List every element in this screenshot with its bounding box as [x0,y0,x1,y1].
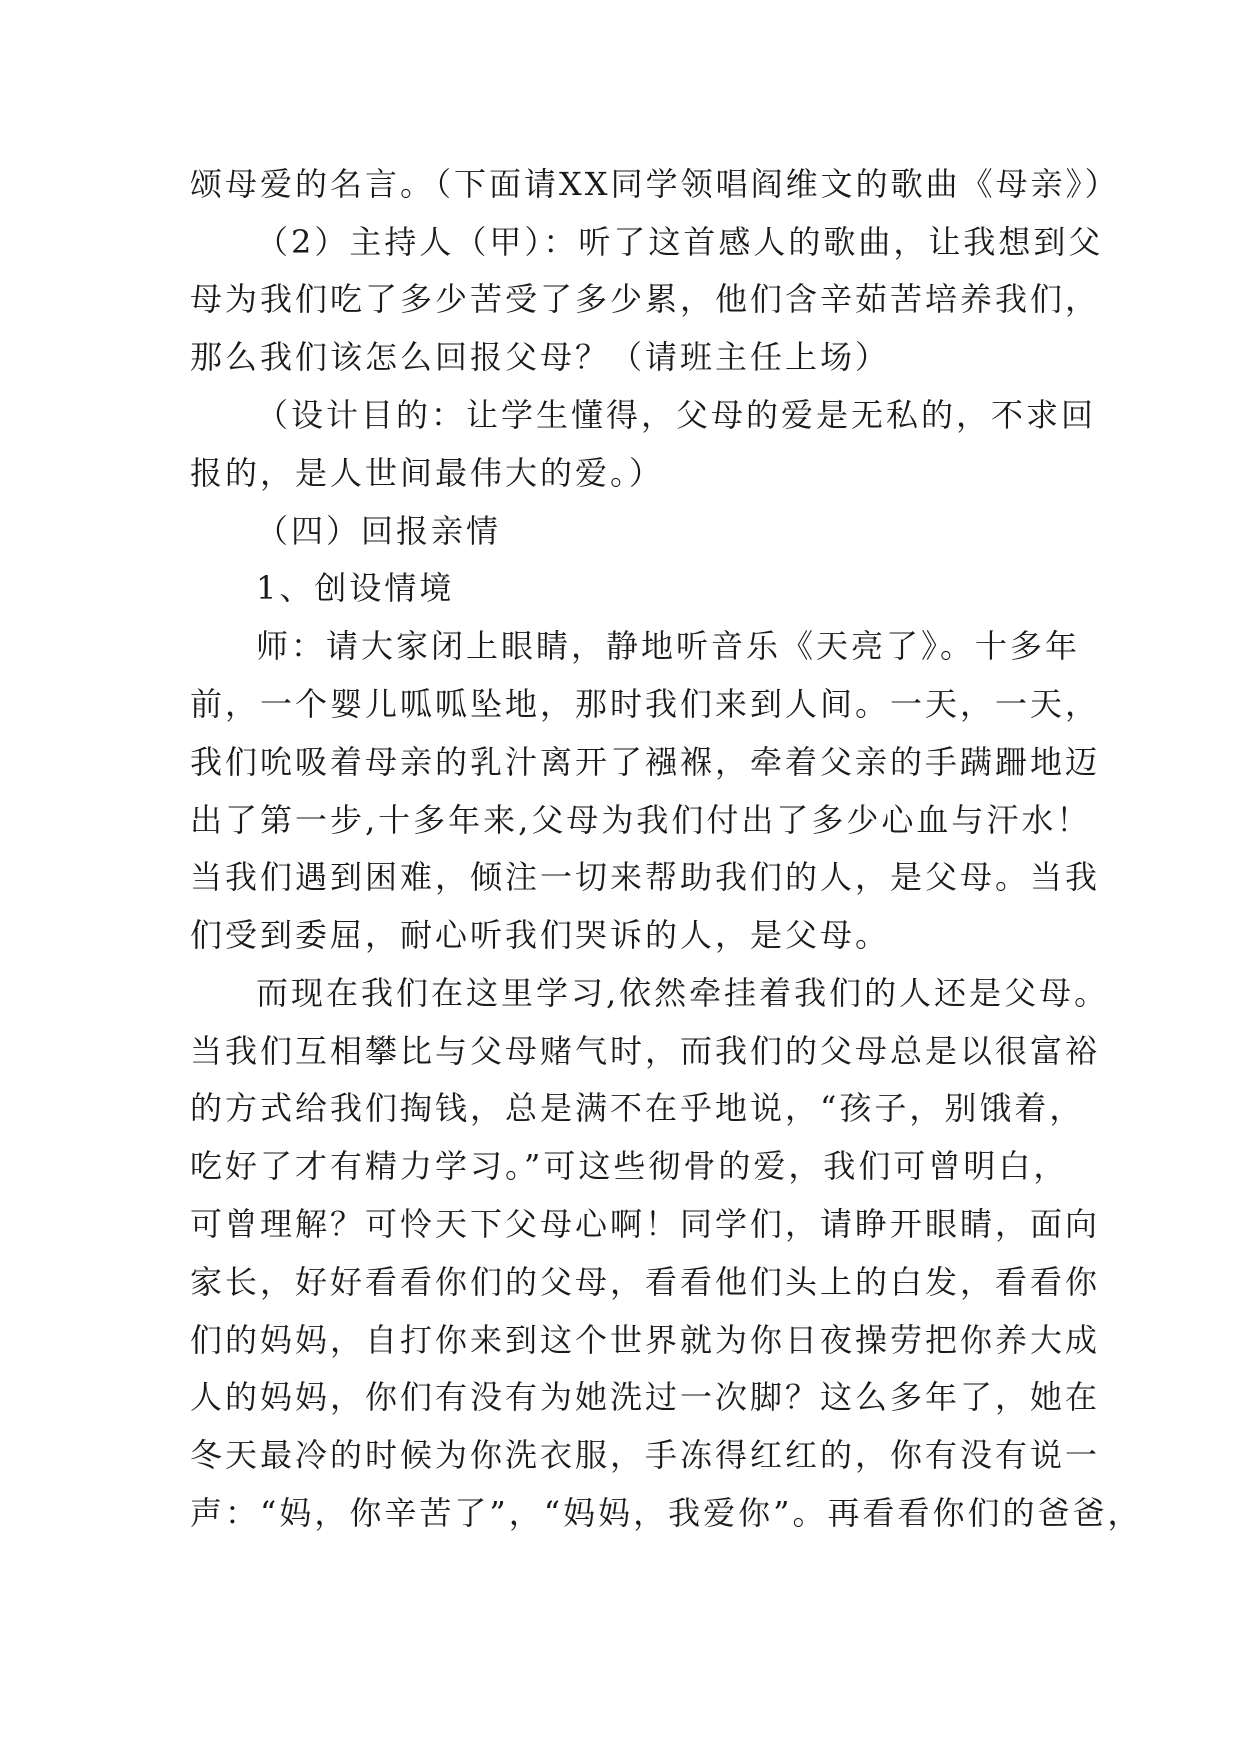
text-line: 人的妈妈，你们有没有为她洗过一次脚？这么多年了，她在 [190,1378,1101,1416]
text-line: 们的妈妈，自打你来到这个世界就为你日夜操劳把你养大成 [190,1321,1101,1359]
text-line: 当我们互相攀比与父母赌气时，而我们的父母总是以很富裕 [190,1032,1101,1070]
text-line: 那么我们该怎么回报父母？（请班主任上场） [190,338,891,376]
text-line: 可曾理解？可怜天下父母心啊！同学们，请睁开眼睛，面向 [190,1205,1101,1243]
text-line: （2）主持人（甲）：听了这首感人的歌曲，让我想到父 [256,223,1104,261]
text-line: 出了第一步,十多年来,父母为我们付出了多少心血与汗水！ [190,801,1092,839]
text-line: 的方式给我们掏钱，总是满不在乎地说，“孩子，别饿着， [190,1089,1085,1127]
text-line: 们受到委屈，耐心听我们哭诉的人，是父母。 [190,916,891,954]
text-line: 前，一个婴儿呱呱坠地，那时我们来到人间。一天，一天， [190,685,1101,723]
subsection-heading: 1、创设情境 [256,569,455,607]
text-line: 吃好了才有精力学习。”可这些彻骨的爱，我们可曾明白， [190,1147,1069,1185]
text-line: 当我们遇到困难，倾注一切来帮助我们的人，是父母。当我 [190,858,1101,896]
text-line: 而现在我们在这里学习,依然牵挂着我们的人还是父母。 [256,974,1110,1012]
text-line: 报的，是人世间最伟大的爱。） [190,454,665,492]
text-line: 师：请大家闭上眼睛，静地听音乐《天亮了》。十多年 [256,627,1081,665]
text-line: 冬天最冷的时候为你洗衣服，手冻得红红的，你有没有说一 [190,1436,1101,1474]
text-line: 我们吮吸着母亲的乳汁离开了襁褓，牵着父亲的手蹒跚地迈 [190,743,1101,781]
text-line: （设计目的：让学生懂得，父母的爱是无私的，不求回 [256,396,1097,434]
section-heading: （四）回报亲情 [256,512,502,550]
text-line: 家长，好好看看你们的父母，看看他们头上的白发，看看你 [190,1263,1101,1301]
text-line: 母为我们吃了多少苦受了多少累，他们含辛茹苦培养我们， [190,280,1101,318]
text-line: 颂母爱的名言。（下面请XX同学领唱阎维文的歌曲《母亲》） [190,165,1120,203]
text-line: 声：“妈，你辛苦了”，“妈妈，我爱你”。再看看你们的爸爸， [190,1494,1143,1532]
